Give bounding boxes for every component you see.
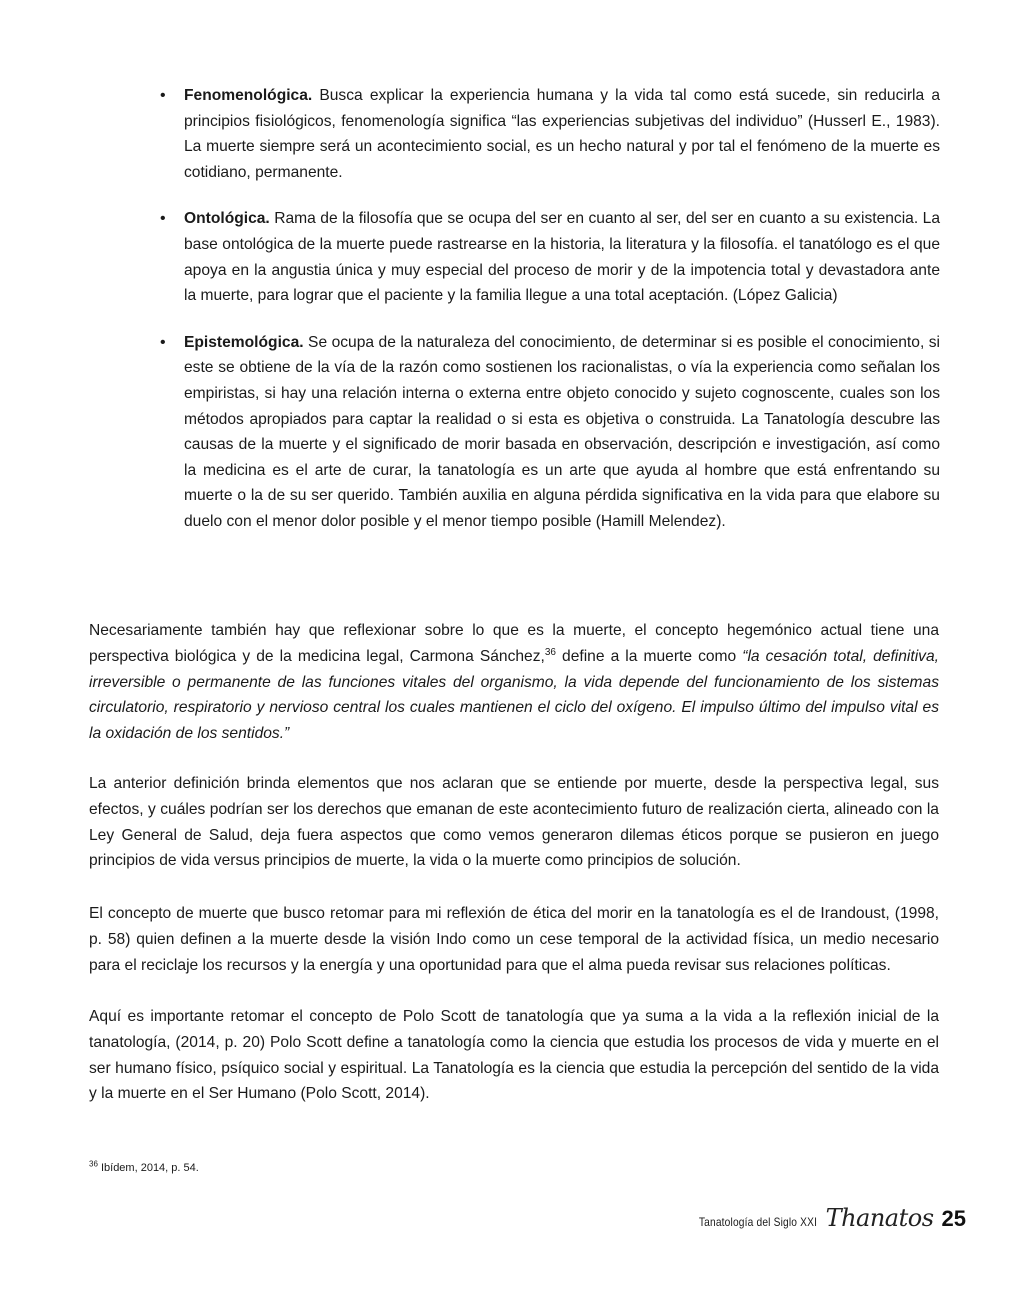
paragraph-irandoust: El concepto de muerte que busco retomar para mi reflexión de ética del morir en la tanatología es el de Irandoust, (1998, p. 58) quien definen a la muerte desde la visión Indo como un cese temporal de la actividad física, un medio necesario para el reciclaje los recursos y la energía y una oportunidad para que el alma pueda revisar sus relaciones políticas. <box>89 905 939 974</box>
paragraph-definicion-muerte <box>89 618 939 747</box>
footnote-text: Ibídem, 2014, p. 54. <box>97 1162 199 1174</box>
bullet-text: Busca explicar la experiencia humana y la vida tal como está sucede, sin reducirla a principios fisiológicos, fenomenología significa “las experiencias subjetivas del individuo” (Husserl E., 1983). La muerte siempre será un acontecimiento social, es un hecho natural y por tal el fenómeno de la muerte es cotidiano, permanente. <box>184 87 940 181</box>
paragraph-definicion-legal: La anterior definición brinda elementos que nos aclaran que se entiende por muerte, desde la perspectiva legal, sus efectos, y cuáles podrían ser los derechos que emanan de este acontecimiento futuro de realización cierta, alineado con la Ley General de Salud, deja fuera aspectos que como vemos generaron dilemas éticos porque se pusieron en juego principios de vida versus principios de muerte, la vida o la muerte como principios de solución. <box>89 775 939 870</box>
paragraph-text: define a la muerte como <box>555 647 743 665</box>
bullet-dot-icon: • <box>160 210 166 228</box>
paragraph-polo-scott: Aquí es importante retomar el concepto de Polo Scott de tanatología que ya suma a la vida a la reflexión inicial de la tanatología, (2014, p. 20) Polo Scott define a tanatología como la ciencia que estudia los procesos de vida y muerte en el ser humano físico, psíquico social y espiritual. La Tanatología es la ciencia que estudia la percepción del sentido de la vida y la muerte en el Ser Humano (Polo Scott, 2014). <box>89 1008 939 1103</box>
bullet-dot-icon: • <box>160 333 166 351</box>
footnote <box>89 1161 199 1175</box>
bullet-term: Fenomenológica. <box>184 87 313 104</box>
bullet-term: Ontológica. <box>184 210 270 228</box>
paragraph-text: Necesariamente también hay que reflexionar sobre lo que es la muerte, el concepto hegemónico actual tiene una perspectiva biológica y de la medicina legal, Carmona Sánchez, <box>89 622 939 665</box>
bullet-dot-icon: • <box>160 87 166 104</box>
footnote-reference[interactable]: 36 <box>544 646 556 658</box>
bullet-list <box>160 83 940 556</box>
bullet-item-ontologica <box>160 206 940 308</box>
brand-logo: Thanatos <box>825 1204 934 1232</box>
quotation: “la cesación total, definitiva, irreversible o permanente de las funciones vitales del organismo, la vida depende del funcionamiento de los sistemas circulatorio, respiratorio y nervioso central los cuales mantienen el ciclo del oxígeno. El impulso último del impulso vital es la oxidación de los sentidos.” <box>89 647 939 743</box>
page-footer <box>678 1204 966 1232</box>
footnote-number: 36 <box>89 1159 98 1169</box>
bullet-text: Rama de la filosofía que se ocupa del ser en cuanto al ser, del ser en cuanto a su existencia. La base ontológica de la muerte puede rastrearse en la historia, la literatura y la filosofía. el tanatólogo es el que apoya en la angustia única y muy especial del proceso de morir y de la impotencia total y devastadora ante la muerte, para lograr que el paciente y la familia llegue a una total aceptación. (López Galicia) <box>184 210 940 305</box>
page-number: 25 <box>941 1206 966 1231</box>
series-title: Tanatología del Siglo XXI <box>699 1215 818 1229</box>
bullet-paragraph <box>184 206 940 308</box>
bullet-item-fenomenologica <box>160 83 940 185</box>
bullet-paragraph <box>184 330 940 535</box>
bullet-paragraph <box>184 83 940 185</box>
bullet-item-epistemologica <box>160 330 940 535</box>
bullet-text: Se ocupa de la naturaleza del conocimiento, de determinar si es posible el conocimiento, si este se obtiene de la vía de la razón como sostienen los racionalistas, o vía la experiencia como señalan los empiristas, si hay una relación interna o externa entre objeto conocido y sujeto cognoscente, cuales son los métodos apropiados para captar la realidad o si esta es objetiva o construida. La Tanatología descubre las causas de la muerte y el significado de morir basada en observación, descripción e investigación, así como la medicina es el arte de curar, la tanatología es un arte que ayuda al hombre que está enfrentando su muerte o la de su ser querido. También auxilia en alguna pérdida significativa en la vida para que elabore su duelo con el menor dolor posible y el menor tiempo posible (Hamill Melendez). <box>184 333 940 530</box>
bullet-term: Epistemológica. <box>184 333 304 351</box>
